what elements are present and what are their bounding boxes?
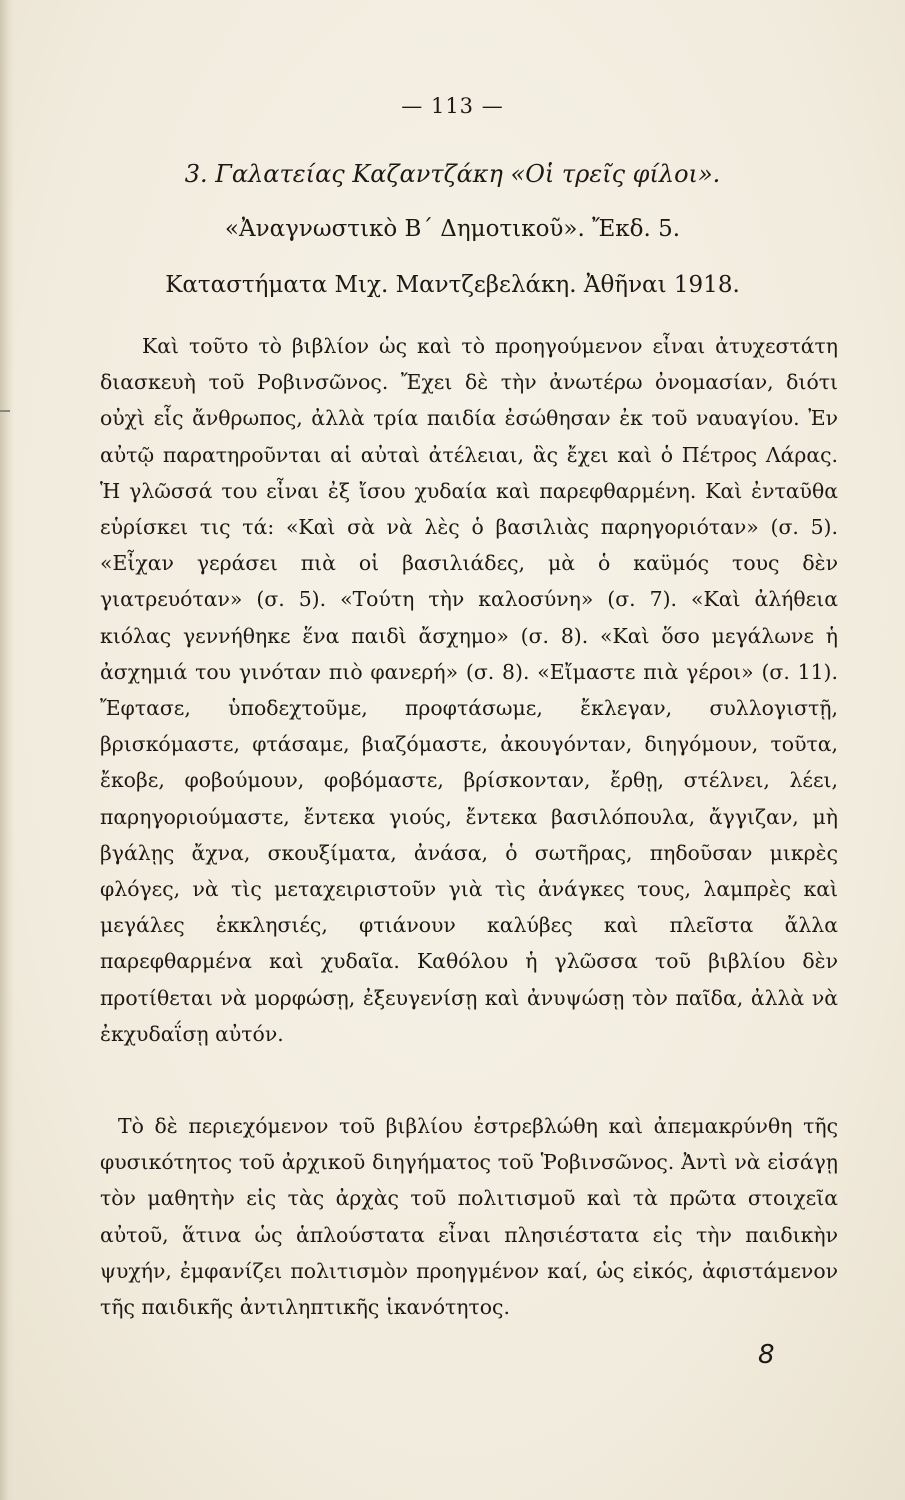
margin-mark (0, 410, 10, 412)
reference-title: 3. Γαλατείας Καζαντζάκη «Οἱ τρεῖς φίλοι». (184, 160, 721, 188)
body-paragraph-1: Καὶ τοῦτο τὸ βιβλίον ὡς καὶ τὸ προηγούμενον εἶναι ἀτυχεστάτη διασκευὴ τοῦ Ροβινσῶνος. Ἔχει δὲ τὴν ἀνωτέρω ὀνομασίαν, διότι οὐχὶ εἷς ἄνθρωπος, ἀλλὰ τρία παιδία ἐσώθησαν ἐκ τοῦ ναυαγίου. Ἐν αὐτῷ παρατηροῦνται αἱ αὐταὶ ἀτέλειαι, ἃς ἔχει καὶ ὁ Πέτρος Λάρας. Ἡ γλῶσσά του εἶναι ἐξ ἴσου χυδαία καὶ παρεφθαρμένη. Καὶ ἐνταῦθα εὑρίσκει τις τά: «Καὶ σὰ νὰ λὲς ὁ βασιλιὰς παρηγοριόταν» (σ. 5). «Εἶχαν γεράσει πιὰ οἱ βασιλιάδες, μὰ ὁ καϋμός τους δὲν γιατρευόταν» (σ. 5). «Τούτη τὴν καλοσύνη» (σ. 7). «Καὶ ἀλήθεια κιόλας γεννήθηκε ἕνα παιδὶ ἄσχημο» (σ. 8). «Καὶ ὅσο μεγάλωνε ἡ ἀσχημιά του γινόταν πιὸ φανερή» (σ. 8). «Εἴμαστε πιὰ γέροι» (σ. 11). Ἔφτασε, ὑποδεχτοῦμε, προφτάσωμε, ἔκλεγαν, συλλογιστῇ, βρισκόμαστε, φτάσαμε, βιαζόμαστε, ἀκουγόνταν, διηγόμουν, τοῦτα, ἔκοβε, φοβούμουν, φοβόμαστε, βρίσκονταν, ἔρθῃ, στέλνει, λέει, παρηγοριούμαστε, ἔντεκα γιούς, ἔντεκα βασιλόπουλα, ἄγγιζαν, μὴ βγάλῃς ἄχνα, σκουξίματα, ἀνάσα, ὁ σωτῆρας, πηδοῦσαν μικρὲς φλόγες, νὰ τὶς μεταχειριστοῦν γιὰ τὶς ἀνάγκες τους, λαμπρὲς καὶ μεγάλες ἐκκλησιές, φτιάνουν καλύβες καὶ πλεῖστα ἄλλα παρεφθαρμένα καὶ χυδαῖα. Καθόλου ἡ γλῶσσα τοῦ βιβλίου δὲν προτίθεται νὰ μορφώσῃ, ἐξευγενίσῃ καὶ ἀνυψώσῃ τὸν παῖδα, ἀλλὰ νὰ ἐκχυδαΐσῃ αὐτόν. (100, 334, 838, 1046)
page-number: — 113 — (401, 94, 504, 118)
reference-publisher: Καταστήματα Μιχ. Μαντζεβελάκη. Ἀθῆναι 1918. (165, 272, 740, 298)
reference-book: «Ἀναγνωστικὸ Β΄ Δημοτικοῦ». Ἔκδ. 5. (224, 216, 681, 242)
body-paragraph-2: Τὸ δὲ περιεχόμενον τοῦ βιβλίου ἐστρεβλώθη καὶ ἀπεμακρύνθη τῆς φυσικότητος τοῦ ἀρχικοῦ διηγήματος τοῦ Ῥοβινσῶνος. Ἀντὶ νὰ εἰσάγῃ τὸν μαθητὴν εἰς τὰς ἀρχὰς τοῦ πολιτισμοῦ καὶ τὰ πρῶτα στοιχεῖα αὐτοῦ, ἅτινα ὡς ἁπλούστατα εἶναι πλησιέστατα εἰς τὴν παιδικὴν ψυχήν, ἐμφανίζει πολιτισμὸν προηγμένον καί, ὡς εἰκός, ἀφιστάμενον τῆς παιδικῆς ἀντιληπτικῆς ἱκανότητος. (100, 1114, 838, 1320)
printer-signature-mark: 8 (758, 1340, 775, 1370)
